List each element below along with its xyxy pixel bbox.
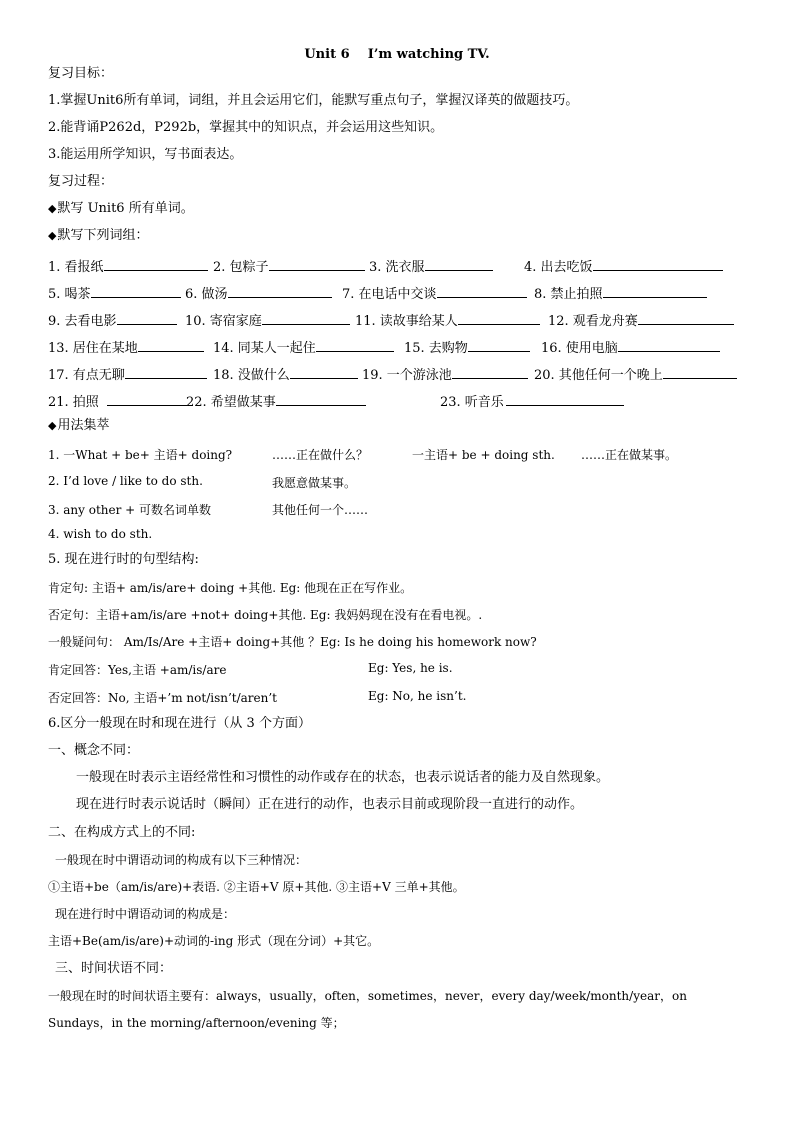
answer-blank[interactable] (269, 257, 365, 271)
yes-answer-example: Eg: Yes, he is. (368, 661, 453, 675)
phrase-item: 13. 居住在某地 (48, 337, 205, 356)
usage-2-pattern: 2. I’d love / like to do sth. (48, 474, 203, 488)
answer-blank[interactable] (458, 311, 540, 325)
phrase-item: 6. 做汤 (185, 283, 333, 302)
phrase-item: 19. 一个游泳池 (362, 364, 529, 383)
dictation-words-text: 默写 Unit6 所有单词。 (57, 201, 194, 216)
answer-blank[interactable] (125, 365, 207, 379)
phrase-item: 17. 有点无聊 (48, 364, 208, 383)
answer-blank[interactable] (138, 338, 204, 352)
section-3-para-2: Sundays，in the morning/afternoon/evening 等； (48, 1016, 345, 1030)
phrase-item: 4. 出去吃饭 (524, 256, 724, 275)
answer-blank[interactable] (437, 284, 527, 298)
answer-blank[interactable] (117, 311, 177, 325)
phrase-item: 18. 没做什么 (213, 364, 359, 383)
dictation-phrases-line (48, 228, 148, 244)
phrase-item: 10. 寄宿家庭 (185, 310, 351, 329)
section-3-para-1: 一般现在时的时间状语主要有：always，usually，often，sometimes，never，every day/week/month/year，on (48, 989, 687, 1003)
section-2-para-2: ①主语+be（am/is/are)+表语. ②主语+V 原+其他. ③主语+V 三单+其他。 (48, 880, 465, 894)
answer-blank[interactable] (618, 338, 720, 352)
goal-1: 1.掌握Unit6所有单词，词组，并且会运用它们，能默写重点句子，掌握汉译英的做题技巧。 (48, 93, 579, 108)
diamond-bullet-icon: ◆ (48, 229, 57, 242)
phrase-item: 9. 去看电影 (48, 310, 178, 329)
diamond-bullet-icon: ◆ (48, 419, 57, 432)
phrase-item: 7. 在电话中交谈 (342, 283, 528, 302)
answer-blank[interactable] (452, 365, 528, 379)
goal-2: 2.能背诵P262d，P292b，掌握其中的知识点，并会运用这些知识。 (48, 120, 444, 135)
usage-3-pattern: 3. any other + 可数名词单数 (48, 503, 212, 517)
diamond-bullet-icon: ◆ (48, 202, 57, 215)
usage-1-pattern: 1. 一What + be+ 主语+ doing? (48, 448, 233, 462)
phrase-item: 21. 拍照 (48, 391, 188, 410)
answer-blank[interactable] (262, 311, 350, 325)
dictation-words-line (48, 201, 194, 217)
answer-blank[interactable] (663, 365, 737, 379)
section-3-heading: 三、时间状语不同： (55, 961, 173, 976)
negative-structure: 否定句：主语+am/is/are +not+ doing+其他. Eg: 我妈妈现在没有在看电视。. (48, 608, 483, 622)
phrase-item: 1. 看报纸 (48, 256, 209, 275)
answer-blank[interactable] (276, 392, 366, 406)
answer-blank[interactable] (316, 338, 394, 352)
phrase-item: 14. 同某人一起住 (213, 337, 395, 356)
section-1-heading: 一、概念不同： (48, 743, 140, 758)
goals-heading: 复习目标： (48, 66, 114, 81)
no-answer-example: Eg: No, he isn’t. (368, 689, 467, 703)
answer-blank[interactable] (425, 257, 493, 271)
yes-answer-structure: 肯定回答：Yes,主语 +am/is/are (48, 663, 227, 677)
answer-blank[interactable] (104, 257, 208, 271)
dictation-phrases-text: 默写下列词组： (57, 228, 149, 243)
usage-heading-line (48, 418, 109, 434)
goal-3: 3.能运用所学知识，写书面表达。 (48, 147, 243, 162)
section-2-para-4: 主语+Be(am/is/are)+动词的-ing 形式（现在分词）+其它。 (48, 934, 380, 948)
answer-blank[interactable] (603, 284, 707, 298)
phrase-item: 15. 去购物 (404, 337, 531, 356)
answer-blank[interactable] (638, 311, 734, 325)
phrase-item: 3. 洗衣服 (369, 256, 494, 275)
page-title: Unit 6 I’m watching TV. (304, 47, 490, 62)
section-2-para-1: 一般现在时中谓语动词的构成有以下三种情况： (55, 853, 308, 867)
phrase-item: 8. 禁止拍照 (534, 283, 708, 302)
usage-1-answer-pattern: 一主语+ be + doing sth. (412, 448, 555, 462)
phrase-item: 2. 包粽子 (213, 256, 366, 275)
usage-1-meaning: ……正在做什么？ (272, 448, 369, 462)
answer-blank[interactable] (468, 338, 530, 352)
phrase-item: 23. 听音乐 (440, 391, 625, 410)
question-structure: 一般疑问句： Am/Is/Are +主语+ doing+其他 ？Eg: Is he doing his homework now? (48, 635, 537, 649)
section-1-para-1: 一般现在时表示主语经常性和习惯性的动作或存在的状态，也表示说话者的能力及自然现象。 (76, 770, 610, 785)
usage-6-heading: 6.区分一般现在时和现在进行（从 3 个方面） (48, 716, 311, 731)
no-answer-structure: 否定回答：No, 主语+’m not/isn’t/aren’t (48, 691, 277, 705)
usage-heading: 用法集萃 (57, 418, 110, 433)
answer-blank[interactable] (593, 257, 723, 271)
phrase-item: 5. 喝茶 (48, 283, 182, 302)
usage-5-heading: 5. 现在进行时的句型结构: (48, 552, 199, 567)
usage-2-meaning: 我愿意做某事。 (272, 476, 357, 490)
answer-blank[interactable] (506, 392, 624, 406)
process-heading: 复习过程： (48, 174, 114, 189)
phrase-item: 22. 希望做某事 (186, 391, 367, 410)
phrase-item: 12. 观看龙舟赛 (548, 310, 735, 329)
section-1-para-2: 现在进行时表示说话时（瞬间）正在进行的动作，也表示目前或现阶段一直进行的动作。 (76, 797, 584, 812)
phrase-item: 11. 读故事给某人 (355, 310, 541, 329)
usage-3-meaning: 其他任何一个…… (272, 503, 369, 517)
affirmative-structure: 肯定句: 主语+ am/is/are+ doing +其他. Eg: 他现在正在写作业。 (48, 581, 413, 595)
answer-blank[interactable] (290, 365, 358, 379)
phrase-item: 16. 使用电脑 (541, 337, 721, 356)
answer-blank[interactable] (228, 284, 332, 298)
answer-blank[interactable] (91, 284, 181, 298)
usage-1-answer-meaning: ……正在做某事。 (581, 448, 678, 462)
usage-4-pattern: 4. wish to do sth. (48, 527, 153, 541)
section-2-heading: 二、在构成方式上的不同: (48, 825, 196, 840)
phrase-item: 20. 其他任何一个晚上 (534, 364, 738, 383)
section-2-para-3: 现在进行时中谓语动词的构成是： (55, 907, 236, 921)
answer-blank[interactable] (107, 392, 187, 406)
